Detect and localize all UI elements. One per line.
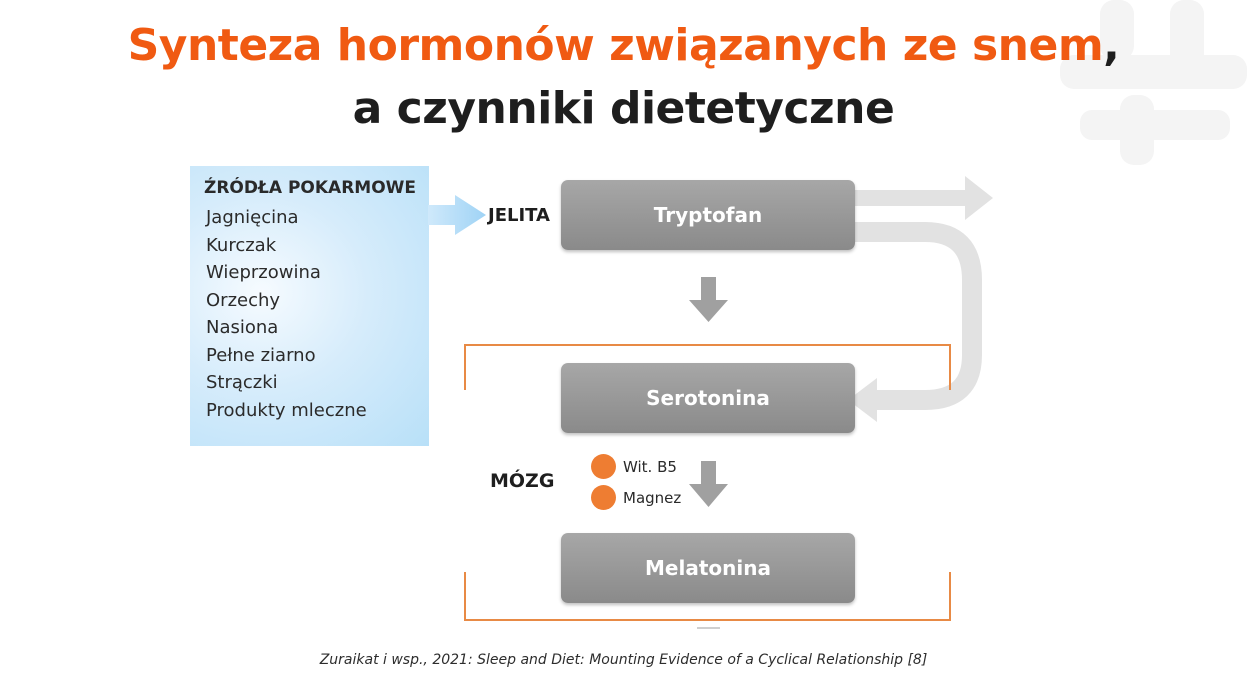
cofactor-label: Wit. B5: [623, 457, 677, 476]
tryptophan-node: Tryptofan: [561, 180, 855, 250]
food-sources-heading: ŹRÓDŁA POKARMOWE: [204, 178, 417, 198]
melatonin-node: Melatonina: [561, 533, 855, 603]
serotonin-to-melatonin-arrow: [689, 461, 728, 507]
gut-label: JELITA: [488, 205, 550, 226]
tryptophan-to-serotonin-loop: [848, 232, 972, 400]
food-source-item: Pełne ziarno: [206, 344, 316, 366]
cofactor-label: Magnez: [623, 488, 682, 507]
food-source-item: Strączki: [206, 372, 278, 393]
cofactor-magnesium: [591, 485, 681, 510]
tryptophan-out-arrow: [848, 176, 993, 220]
food-source-item: Nasiona: [206, 317, 279, 338]
cofactor-vitamin-b5: [591, 454, 677, 479]
cofactor-dot: [591, 485, 616, 510]
serotonin-node: Serotonina: [561, 363, 855, 433]
brain-label: MÓZG: [490, 470, 555, 492]
title-comma: ,: [1103, 20, 1120, 71]
food-source-item: Jagnięcina: [206, 207, 299, 228]
food-source-item: Kurczak: [206, 234, 277, 256]
citation: Zuraikat i wsp., 2021: Sleep and Diet: Mounting Evidence of a Cyclical Relationship [8]: [319, 652, 928, 668]
tryptophan-to-serotonin-arrow: [689, 277, 728, 322]
food-source-item: Wieprzowina: [206, 262, 321, 283]
cofactor-dot: [591, 454, 616, 479]
title-line1: Synteza hormonów związanych ze snem: [127, 20, 1104, 71]
sources-to-gut-arrow: [428, 195, 486, 235]
page-subtitle: a czynniki dietetyczne: [352, 83, 895, 134]
food-source-item: Orzechy: [206, 289, 281, 311]
food-source-item: Produkty mleczne: [206, 399, 367, 421]
